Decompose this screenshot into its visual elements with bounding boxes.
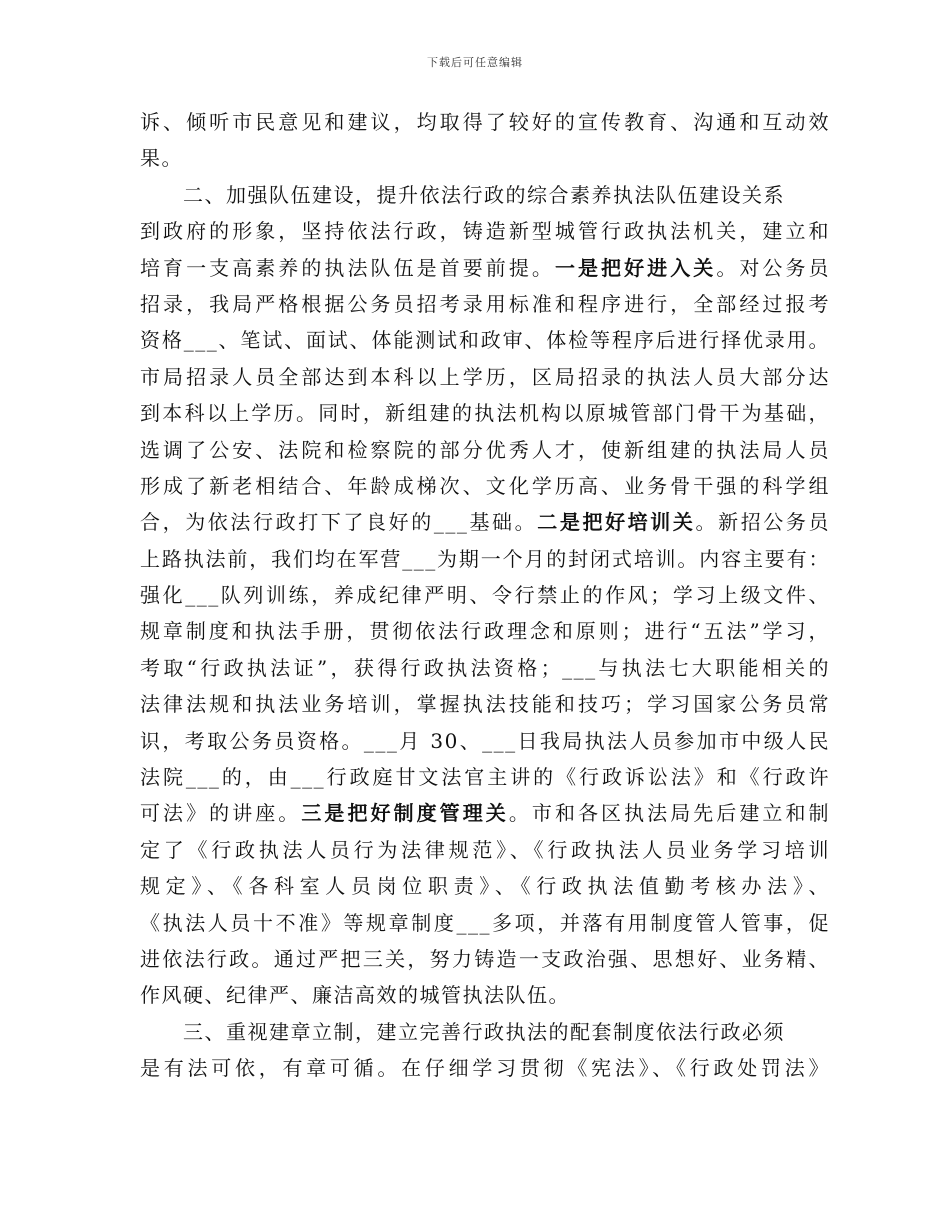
- text-run: 合，为依法行政打下了良好的___基础。: [140, 510, 538, 535]
- text-line: [140, 613, 830, 649]
- text-line: [140, 468, 830, 504]
- text-line: [140, 723, 830, 759]
- text-line: [140, 577, 830, 613]
- text-line: [140, 1014, 830, 1050]
- text-run: 法律法规和执法业务培训，掌握执法技能和技巧；学习国家公务员常: [140, 692, 830, 717]
- text-line: [140, 140, 830, 176]
- text-run: 形成了新老相结合、年龄成梯次、文化学历高、业务骨干强的科学组: [140, 473, 830, 498]
- text-line: [140, 213, 830, 249]
- bold-heading-text: 一是把好进入关: [554, 255, 717, 280]
- text-line: [140, 322, 830, 358]
- text-run: 可法》的讲座。: [140, 801, 302, 826]
- bold-heading-text: 二是把好培训关: [537, 510, 696, 535]
- text-line: [140, 977, 830, 1013]
- text-line: [140, 177, 830, 213]
- text-run: 考取“行政执法证”，获得行政执法资格；___与执法七大职能相关的: [140, 655, 830, 680]
- text-run: 识，考取公务员资格。___月 30、___日我局执法人员参加市中级人民: [140, 728, 830, 753]
- text-run: 二、加强队伍建设，提升依法行政的综合素养执法队伍建设关系: [183, 182, 785, 207]
- text-line: [140, 395, 830, 431]
- text-run: 是有法可依，有章可循。在仔细学习贯彻《宪法》、《行政处罚法》: [140, 1056, 830, 1081]
- text-line: [140, 432, 830, 468]
- text-run: 强化___队列训练，养成纪律严明、令行禁止的作风；学习上级文件、: [140, 583, 830, 608]
- text-run: 法院___的，由___行政庭甘文法官主讲的《行政诉讼法》和《行政许: [140, 765, 830, 790]
- text-line: [140, 650, 830, 686]
- text-run: 。对公务员: [716, 255, 831, 280]
- document-body: [140, 104, 830, 1087]
- text-run: 培育一支高素养的执法队伍是首要前提。: [140, 255, 555, 280]
- text-run: 诉、倾听市民意见和建议，均取得了较好的宣传教育、沟通和互动效: [140, 110, 830, 134]
- text-line: [140, 795, 830, 831]
- text-run: 果。: [140, 146, 183, 171]
- text-run: 规定》、《各科室人员岗位职责》、《行政执法值勤考核办法》、: [140, 874, 830, 899]
- text-line: [140, 504, 830, 540]
- text-line: [140, 905, 830, 941]
- text-line: [140, 541, 830, 577]
- text-line: [140, 359, 830, 395]
- text-run: 上路执法前，我们均在军营___为期一个月的封闭式培训。内容主要有：: [140, 546, 830, 571]
- text-line: [140, 832, 830, 868]
- text-run: 到本科以上学历。同时，新组建的执法机构以原城管部门骨干为基础，: [140, 401, 830, 426]
- text-run: 规章制度和执法手册，贯彻依法行政理念和原则；进行“五法”学习，: [140, 619, 830, 644]
- bold-heading-text: 三是把好制度管理关: [301, 801, 509, 826]
- text-run: 选调了公安、法院和检察院的部分优秀人才，使新组建的执法局人员: [140, 437, 830, 462]
- text-run: 三、重视建章立制，建立完善行政执法的配套制度依法行政必须: [183, 1019, 785, 1044]
- text-line: [140, 104, 830, 140]
- text-run: 招录，我局严格根据公务员招考录用标准和程序进行，全部经过报考: [140, 291, 830, 316]
- text-line: [140, 250, 830, 286]
- text-run: 资格___、笔试、面试、体能测试和政审、体检等程序后进行择优录用。: [140, 328, 830, 353]
- text-line: [140, 1050, 830, 1086]
- page-header: 下载后可任意编辑: [427, 56, 523, 69]
- text-line: [140, 686, 830, 722]
- text-run: 进依法行政。通过严把三关，努力铸造一支政治强、思想好、业务精、: [140, 946, 830, 971]
- text-line: [140, 868, 830, 904]
- text-line: [140, 286, 830, 322]
- text-run: 。市和各区执法局先后建立和制: [508, 801, 831, 826]
- text-run: 作风硬、纪律严、廉洁高效的城管执法队伍。: [140, 983, 570, 1008]
- text-run: 。新招公务员: [695, 510, 831, 535]
- text-run: 到政府的形象，坚持依法行政，铸造新型城管行政执法机关，建立和: [140, 219, 830, 244]
- text-run: 《执法人员十不准》等规章制度___多项，并落有用制度管人管事，促: [140, 910, 830, 935]
- text-line: [140, 759, 830, 795]
- text-run: 定了《行政执法人员行为法律规范》、《行政执法人员业务学习培训: [140, 837, 830, 862]
- text-line: [140, 941, 830, 977]
- text-run: 市局招录人员全部达到本科以上学历，区局招录的执法人员大部分达: [140, 364, 830, 389]
